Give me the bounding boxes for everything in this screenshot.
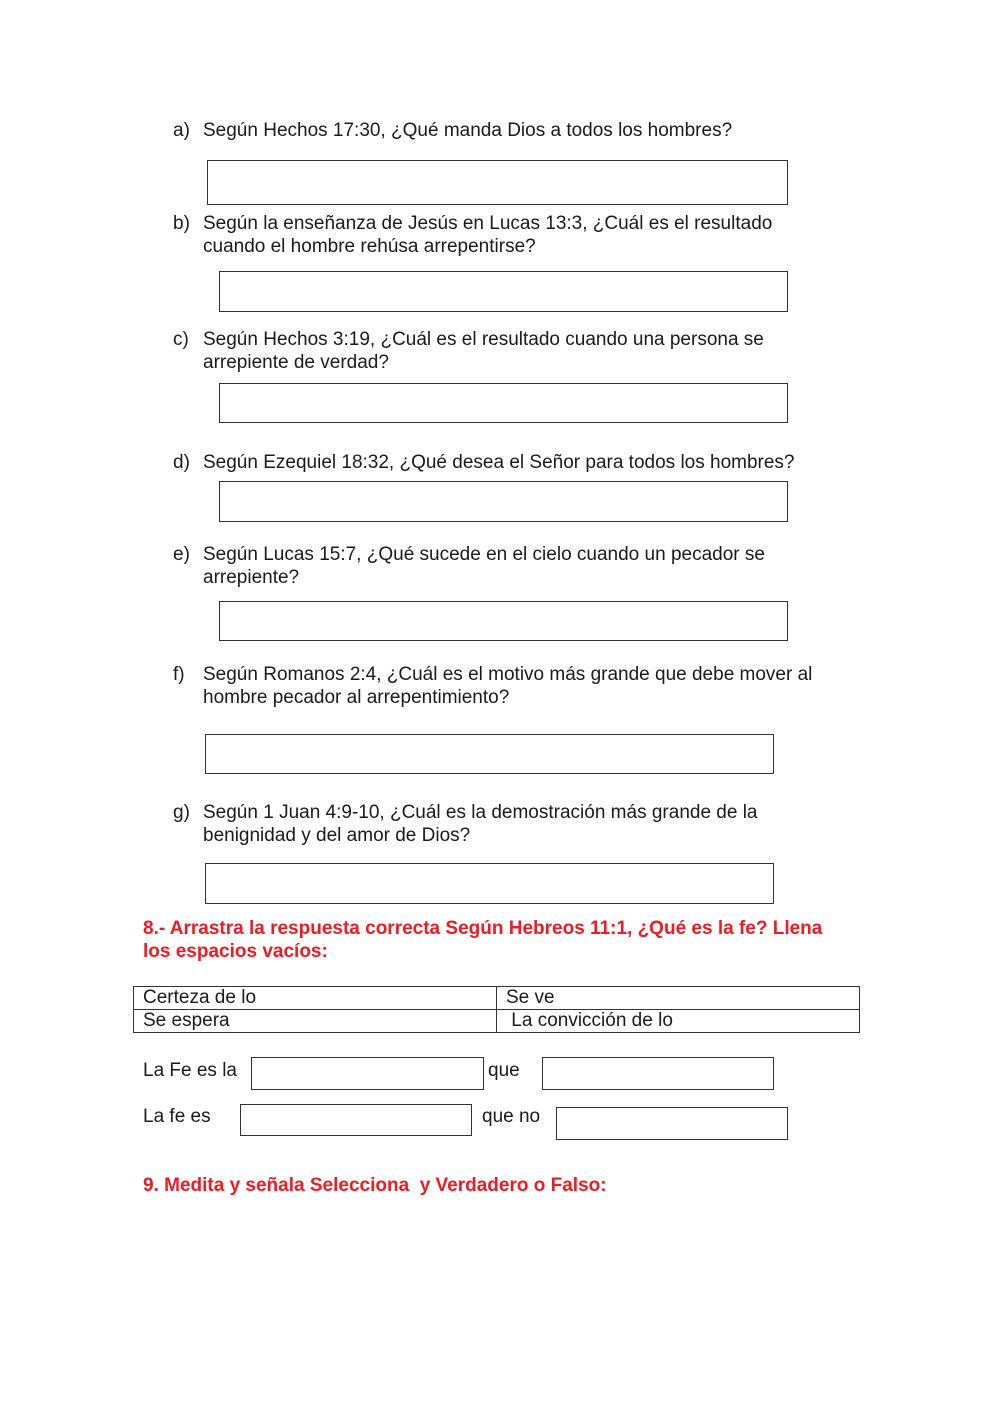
word-bank-cell[interactable]: Se ve (497, 987, 860, 1010)
answer-box-f[interactable] (205, 734, 774, 774)
answer-box-b[interactable] (219, 271, 788, 312)
word-bank-table (133, 986, 860, 1033)
drop-slot-3[interactable] (240, 1104, 472, 1136)
question-text: Según Romanos 2:4, ¿Cuál es el motivo más grande que debe mover al hombre pecador al arrepentimiento? (203, 664, 813, 708)
question-letter: c) (173, 329, 189, 350)
section-8-heading: 8.- Arrastra la respuesta correcta Según Hebreos 11:1, ¿Qué es la fe? Llena los espacios vacíos: (143, 918, 823, 962)
question-text: Según Ezequiel 18:32, ¿Qué desea el Señor para todos los hombres? (203, 452, 795, 473)
answer-box-d[interactable] (219, 481, 788, 522)
word-bank-cell[interactable]: Se espera (134, 1010, 497, 1033)
section-9-heading: 9. Medita y señala Selecciona y Verdadero o Falso: (143, 1175, 607, 1196)
question-letter: e) (173, 544, 190, 565)
answer-box-g[interactable] (205, 863, 774, 904)
sentence-2-prefix: La fe es (143, 1106, 211, 1127)
question-text: Según la enseñanza de Jesús en Lucas 13:3, ¿Cuál es el resultado cuando el hombre rehúsa arrepentirse? (203, 213, 773, 257)
sentence-1-middle: que (488, 1060, 520, 1081)
answer-box-a[interactable] (207, 160, 788, 205)
sentence-2-middle: que no (482, 1106, 541, 1127)
drop-slot-4[interactable] (556, 1107, 788, 1140)
word-bank-cell[interactable]: Certeza de lo (134, 987, 497, 1010)
question-text: Según 1 Juan 4:9-10, ¿Cuál es la demostración más grande de la benignidad y del amor de Dios? (203, 802, 758, 846)
answer-box-c[interactable] (219, 383, 788, 423)
question-letter: b) (173, 213, 190, 234)
question-text: Según Hechos 17:30, ¿Qué manda Dios a todos los hombres? (203, 120, 733, 141)
question-letter: d) (173, 452, 190, 473)
question-letter: a) (173, 120, 190, 141)
answer-box-e[interactable] (219, 601, 788, 641)
question-text: Según Hechos 3:19, ¿Cuál es el resultado cuando una persona se arrepiente de verdad? (203, 329, 764, 373)
sentence-1-prefix: La Fe es la (143, 1060, 237, 1081)
question-letter: g) (173, 802, 190, 823)
word-bank-row (134, 987, 860, 1010)
question-text: Según Lucas 15:7, ¿Qué sucede en el cielo cuando un pecador se arrepiente? (203, 544, 765, 588)
word-bank-cell[interactable]: La convicción de lo (497, 1010, 860, 1033)
word-bank-row (134, 1010, 860, 1033)
drop-slot-2[interactable] (542, 1057, 774, 1090)
drop-slot-1[interactable] (251, 1057, 484, 1090)
question-letter: f) (173, 664, 185, 685)
